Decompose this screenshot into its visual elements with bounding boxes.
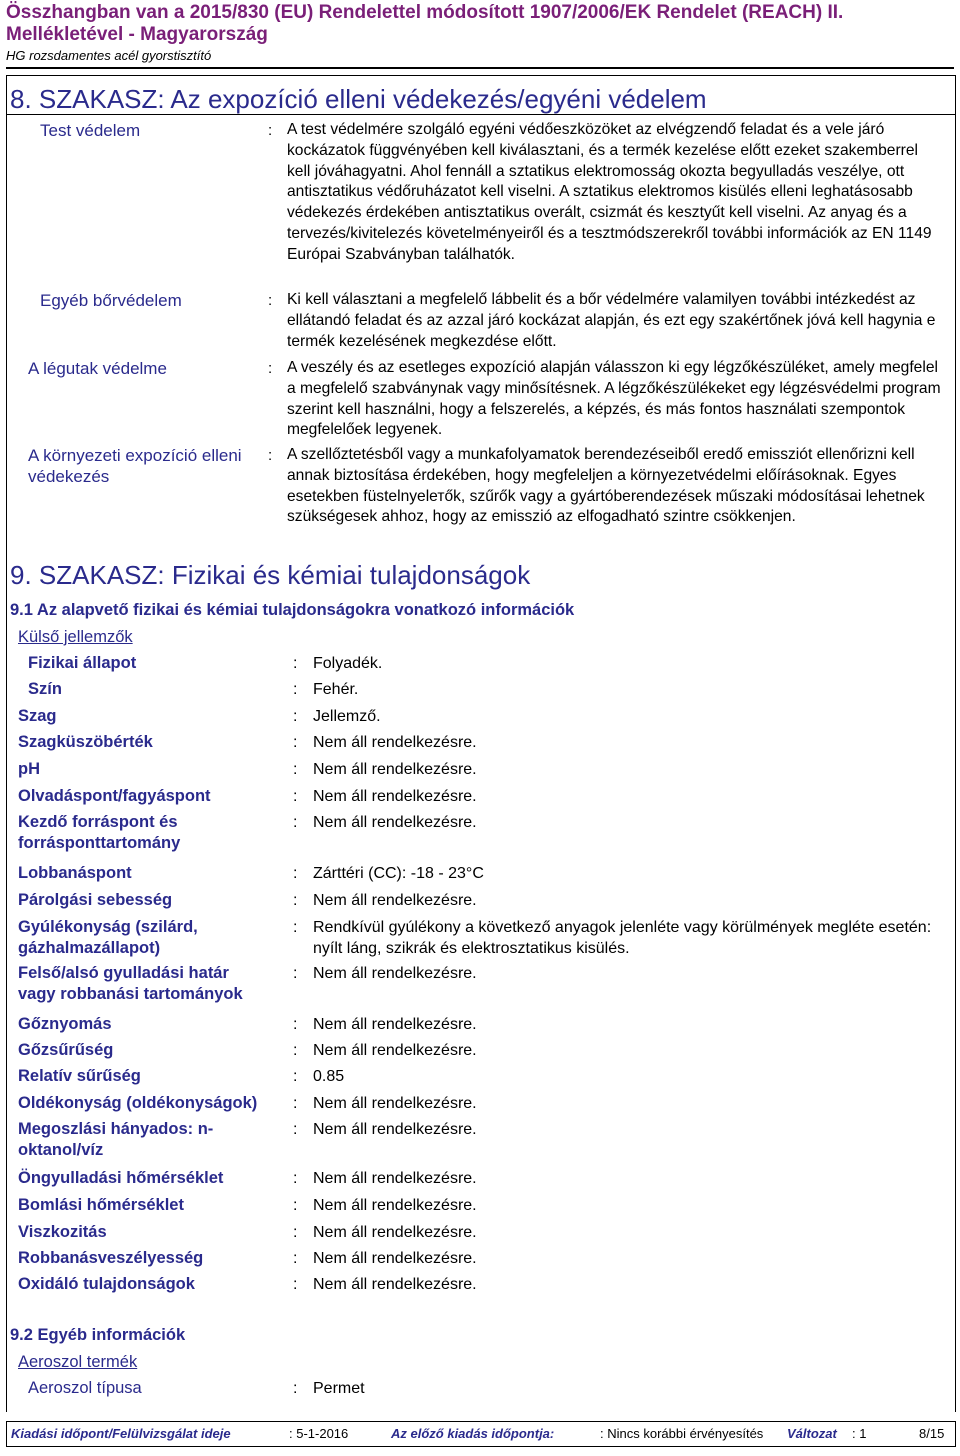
property-label: Olvadáspont/fagyáspont <box>18 787 211 805</box>
property-label: Párolgási sebesség <box>18 891 173 909</box>
previous-issue-label: Az előző kiadás időpontja: <box>391 1426 555 1441</box>
colon: : <box>293 1170 298 1187</box>
colon: : <box>293 1042 298 1059</box>
property-label: Viszkozitás <box>18 1223 107 1241</box>
environmental-exposure-text: A szellőztetésből vagy a munkafolyamatok berendezéseiből eredő emissziót ellenőrizni kell annak biztosítása érdekében, hogy megfeleljen a környezetvédelmi előírásoknak. Egyes esetekben füstelnyelетők, szűrők vagy a gyártóberendezések műszaki módosításai lehetnek szükségesek ahhoz, hogy az emisszió az elfogadható szintre csökkenjen. <box>287 446 925 526</box>
colon: : <box>268 122 273 139</box>
property-value: Nem áll rendelkezésre. <box>313 1224 477 1241</box>
property-value: Fehér. <box>313 681 359 698</box>
property-label: Gőznyomás <box>18 1015 112 1033</box>
property-value: Nem áll rendelkezésre. <box>313 734 477 751</box>
property-label: pH <box>18 760 40 778</box>
aerosol-type-label: Aeroszol típusa <box>28 1379 142 1397</box>
section-8-heading: 8. SZAKASZ: Az expozíció elleni védekezés/egyéni védelem <box>10 84 707 114</box>
colon: : <box>293 655 298 672</box>
colon: : <box>293 1250 298 1267</box>
product-name: HG rozsdamentes acél gyorstisztító <box>6 48 212 63</box>
property-label: Szín <box>28 680 62 698</box>
property-value: Jellemző. <box>313 708 381 725</box>
colon: : <box>293 1016 298 1033</box>
property-label: Relatív sűrűség <box>18 1067 141 1085</box>
property-label: Oxidáló tulajdonságok <box>18 1275 195 1293</box>
property-value: Nem áll rendelkezésre. <box>313 965 477 982</box>
colon: : <box>293 1095 298 1112</box>
property-label: Gőzsűrűség <box>18 1041 114 1059</box>
property-value: Rendkívül gyúlékony a következő anyagok jelenléte vagy körülmények megléte esetén: nyílt láng, szikrák és elektrosztatikus kisülés. <box>313 919 932 957</box>
property-value: Nem áll rendelkezésre. <box>313 1016 477 1033</box>
property-label: Oldékonyság (oldékonyságok) <box>18 1094 258 1112</box>
colon: : <box>268 360 273 377</box>
property-value: Nem áll rendelkezésre. <box>313 814 477 831</box>
colon: : <box>268 447 273 464</box>
page-footer <box>6 1421 956 1447</box>
property-label: Felső/alsó gyulladási határ vagy robbanási tartományok <box>18 964 243 1003</box>
property-label: Kezdő forráspont és forrásponttartomány <box>18 813 181 852</box>
colon: : <box>293 734 298 751</box>
page-number: 8/15 <box>919 1426 945 1441</box>
colon: : <box>293 1197 298 1214</box>
property-value: 0.85 <box>313 1068 345 1085</box>
colon: : <box>293 892 298 909</box>
property-value: Nem áll rendelkezésre. <box>313 1042 477 1059</box>
property-label: Fizikai állapot <box>28 654 137 672</box>
colon: : <box>293 814 298 831</box>
version-label: Változat <box>787 1426 837 1441</box>
previous-issue-value: : Nincs korábbi érvényesítés <box>600 1426 764 1441</box>
appearance-heading: Külső jellemzők <box>18 628 133 646</box>
respiratory-protection-text: A veszély és az esetleges expozíció alapján válasszon ki egy légzőkészüléket, amely megfelel a megfelelő szabványnak vagy minősítésnek. A légzőkészülékeket egy légzésvédelmi program szerint kell használni, hogy a felszerelés, a képzés, és más fontos használati szempontok megfelelőek legyenek. <box>287 359 941 439</box>
property-label: Szagküszöbérték <box>18 733 153 751</box>
property-label: Gyúlékonyság (szilárd, gázhalmazállapot) <box>18 918 198 957</box>
property-value: Nem áll rendelkezésre. <box>313 761 477 778</box>
colon: : <box>293 761 298 778</box>
section-8-divider <box>6 114 956 115</box>
property-value: Nem áll rendelkezésre. <box>313 1170 477 1187</box>
version-value: : 1 <box>852 1426 867 1441</box>
colon: : <box>268 292 273 309</box>
property-label: Megoszlási hányados: n-oktanol/víz <box>18 1120 214 1159</box>
subsection-9-1-heading: 9.1 Az alapvető fizikai és kémiai tulajdonságokra vonatkozó információk <box>10 601 575 619</box>
aerosol-type-value: Permet <box>313 1380 365 1397</box>
issue-date-value: : 5-1-2016 <box>289 1426 349 1441</box>
property-value: Folyadék. <box>313 655 383 672</box>
aerosol-heading: Aeroszol termék <box>18 1353 138 1371</box>
property-label: Öngyulladási hőmérséklet <box>18 1169 224 1187</box>
colon: : <box>293 1276 298 1293</box>
property-value: Nem áll rendelkezésre. <box>313 788 477 805</box>
property-label: Lobbanáspont <box>18 864 132 882</box>
body-protection-label: Test védelem <box>40 121 141 140</box>
issue-date-label: Kiadási időpont/Felülvizsgálat ideje <box>11 1426 231 1441</box>
other-skin-protection-text: Ki kell választani a megfelelő lábbelit és a bőr védelmére valamilyen további intézkedést az ellátandó feladat és az azzal járó kockázat alapján, és ezt egy szakértőnek jóvá kell hagynia e termék kezelésének megkezdése előtt. <box>287 291 936 350</box>
property-value: Nem áll rendelkezésre. <box>313 1276 477 1293</box>
colon: : <box>293 919 298 936</box>
property-value: Nem áll rendelkezésre. <box>313 1250 477 1267</box>
subsection-9-2-heading: 9.2 Egyéb információk <box>10 1326 186 1344</box>
property-label: Robbanásveszélyesség <box>18 1249 204 1267</box>
property-value: Zárttéri (CC): -18 - 23°C <box>313 865 484 882</box>
colon: : <box>293 788 298 805</box>
colon: : <box>293 708 298 725</box>
property-value: Nem áll rendelkezésre. <box>313 892 477 909</box>
environmental-exposure-label: A környezeti expozíció elleni védekezés <box>28 446 242 486</box>
colon: : <box>293 1380 298 1397</box>
property-label: Bomlási hőmérséklet <box>18 1196 184 1214</box>
body-protection-text: A test védelmére szolgáló egyéni védőeszközöket az elvégzendő feladat és a vele járó kockázatok függvényében kell kiválasztani, és a termék kezelése előtt ezeket szakemberrel kell jóváhagyatni. Ahol fennáll a sztatikus elektromosság okozta begyulladás veszélye, ott antisztatikus védőruházatot kell viselni. A sztatikus elektromos kisülés elleni leghatásosabb védekezés érdekében antisztatikus overált, csizmát és kesztyűt kell viselni. Az anyag és a tervezés/kivitelezés követelményeiről és a tesztmódszerekről további információk az EN 1149 Európai Szabványban találhatók. <box>287 121 932 263</box>
colon: : <box>293 865 298 882</box>
colon: : <box>293 681 298 698</box>
header-divider <box>6 67 954 69</box>
property-label: Szag <box>18 707 57 725</box>
colon: : <box>293 1224 298 1241</box>
colon: : <box>293 1121 298 1138</box>
property-value: Nem áll rendelkezésre. <box>313 1095 477 1112</box>
property-value: Nem áll rendelkezésre. <box>313 1197 477 1214</box>
colon: : <box>293 965 298 982</box>
colon: : <box>293 1068 298 1085</box>
section-9-heading: 9. SZAKASZ: Fizikai és kémiai tulajdonságok <box>10 560 531 590</box>
other-skin-protection-label: Egyéb bőrvédelem <box>40 291 182 310</box>
property-value: Nem áll rendelkezésre. <box>313 1121 477 1138</box>
document-header-title: Összhangban van a 2015/830 (EU) Rendelettel módosított 1907/2006/EK Rendelet (REACH) II. Mellékletével - Magyarország <box>6 2 844 45</box>
respiratory-protection-label: A légutak védelme <box>28 359 167 378</box>
